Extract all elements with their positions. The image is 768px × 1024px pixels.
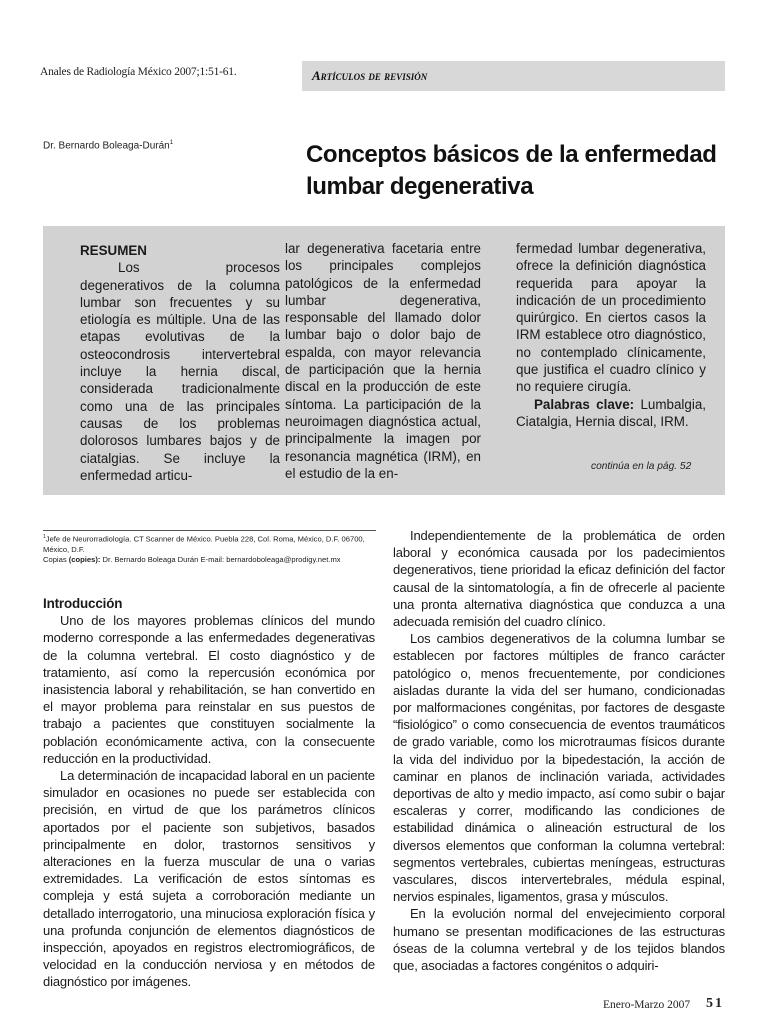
author-superscript: 1 — [169, 140, 174, 146]
copies-prefix: Copias — [43, 554, 67, 564]
page-number: 51 — [706, 996, 724, 1011]
abstract-column-2 — [285, 240, 481, 482]
footnote-copies — [43, 555, 378, 565]
intro-paragraph-1: Uno de los mayores problemas clínicos del mundo moderno corresponde a las enfermedades degenerativas de la columna vertebral. El costo diagnóstico y de tratamiento, así como la repercusión económica por inasistencia laboral y rehabilitación, se han convertido en el mayor problema para reinstalar en sus puestos de trabajo a pacientes que constituyen socialmente la población económicamente activa, con la consecuente reducción en la productividad. — [43, 613, 375, 766]
abstract-box — [43, 226, 725, 495]
affiliation-text: Jefe de Neurorradiología. CT Scanner de México. Puebla 228, Col. Roma, México, D.F. 06700, México, D.F. — [43, 534, 365, 554]
author-line — [43, 140, 173, 151]
copies-text: Dr. Bernardo Boleaga Durán E-mail: bernardoboleaga@prodigy.net.mx — [102, 554, 341, 564]
right-paragraph-3: En la evolución normal del envejecimiento corporal humano se presentan modificaciones de las estructuras óseas de la columna vertebral y de los tejidos blandos que, asociadas a factores congénitos o adquiri- — [393, 906, 725, 974]
continued-note: continúa en la pág. 52 — [591, 461, 692, 472]
right-paragraph-2: Los cambios degenerativos de la columna lumbar se establecen por factores múltiples de franco carácter patológico o, menos frecuentemente, por condiciones aisladas durante la vida del ser humano, condicionadas por malformaciones congénitas, por factores de desgaste “fisiológico” o como consecuencia de eventos traumáticos de grado variable, como los microtraumas físicos durante la vida del individuo por la bipedestación, la acción de caminar en planos de inclinación variada, actividades deportivas de alto y medio impacto, así como subir o bajar escaleras y correr, modificando las condiciones de estabilidad dinámica o alineación estructural de los diversos elementos que conforman la columna vertebral: segmentos vertebrales, cubiertas meníngeas, estructuras vasculares, discos intervertebrales, médula espinal, nervios espinales, ligamentos, grasa y músculos. — [393, 631, 725, 905]
footnote-affiliation — [43, 532, 378, 555]
body-column-right — [393, 527, 725, 974]
section-band — [302, 61, 725, 91]
abstract-text-3: fermedad lumbar degenerativa, ofrece la definición diagnóstica requerida para apoyar la indicación de un procedimiento quirúrgico. En ciertos casos la IRM establece otro diagnóstico, no contemplado clínicamente, que justifica el cuadro clínico y no requiere cirugía. — [516, 241, 706, 395]
abstract-heading: RESUMEN — [80, 243, 147, 258]
footnote-rule — [43, 530, 376, 531]
keywords-text: Lumbalgia, Ciatalgia, Hernia discal, IRM. — [516, 396, 706, 429]
abstract-text-2: lar degenerativa facetaria entre los principales complejos patológicos de la enfermedad lumbar degenerativa, responsable del llamado dolor lumbar bajo o dolor bajo de espalda, con mayor relevancia de participación que la hernia discal en la producción de este síntoma. La participación de la neuroimagen diagnóstica actual, principalmente la imagen por resonancia magnética (IRM), en el estudio de la en- — [285, 241, 481, 481]
copies-label: (copies): — [68, 554, 101, 564]
intro-heading: Introducción — [43, 596, 123, 611]
intro-paragraph-2: La determinación de incapacidad laboral en un paciente simulador en ocasiones no puede ser establecida con precisión, en virtud de que los parámetros clínicos aportados por el paciente son subjetivos, basados principalmente en dolor, trastornos sensitivos y alteraciones en la fuerza muscular de una o varias extremidades. La verificación de estos síntomas es compleja y está sujeta a corroboración mediante un detallado interrogatorio, una minuciosa exploración física y una profunda conjunción de elementos diagnósticos de inspección, apoyados en registros electromiográficos, de velocidad en la conducción nerviosa y en métodos de diagnóstico por imágenes. — [43, 768, 375, 990]
keywords — [516, 396, 706, 431]
journal-citation: Anales de Radiología México 2007;1:51-61. — [40, 66, 237, 78]
footnote — [43, 532, 378, 565]
abstract-column-1 — [80, 242, 280, 484]
body-column-left — [43, 595, 375, 991]
keywords-label: Palabras clave: — [534, 396, 635, 412]
abstract-text-1: Los procesos degenerativos de la columna lumbar son frecuentes y su etiología es múltiple. Una de las etapas evolutivas de la osteocondrosis intervertebral incluye la hernia discal, considerada tradicionalmente como una de las principales causas de los problemas dolorosos lumbares bajos y de ciatalgias. Se incluye la enfermedad articu- — [80, 260, 280, 483]
section-label: Artículos de revisión — [312, 68, 428, 83]
article-title: Conceptos básicos de la enfermedad lumbar degenerativa — [306, 141, 717, 200]
footer-date: Enero-Marzo 2007 — [603, 999, 691, 1011]
footnote-marker: 1 — [43, 534, 46, 540]
right-paragraph-1: Independientemente de la problemática de orden laboral y económica causada por los padecimientos degenerativos, tiene prioridad la eficaz definición del factor causal de la sintomatología, a fin de ofrecerle al paciente una pronta alternativa diagnóstica que conduzca a una adecuada remisión del cuadro clínico. — [393, 528, 725, 630]
abstract-column-3 — [516, 240, 706, 430]
author-name: Dr. Bernardo Boleaga-Durán — [43, 140, 170, 152]
